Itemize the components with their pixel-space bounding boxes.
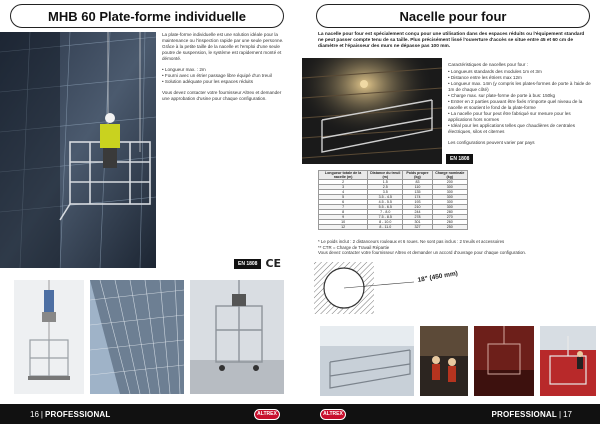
spec-header: Poids propre (kg) [403, 171, 432, 180]
spec-table-header-row [319, 171, 468, 180]
note-line: ** CTR = Charge de Travail Répartie [318, 244, 390, 250]
right-page-title: Nacelle pour four [316, 4, 590, 28]
left-professional-label: PROFESSIONAL [44, 409, 111, 419]
left-bullet-list [162, 67, 290, 85]
spec-table-cell: 12 [319, 225, 368, 230]
spec-table-cell: 300 [432, 205, 467, 210]
spec-table-cell: 3.5 - 4.5 [368, 195, 403, 200]
note-line: * Le poids inclut : 2 distanceurs rouleaux et 6 roues. Ne sont pas inclus : 2 treuils et accessoires [318, 239, 505, 244]
spec-table-cell: 300 [432, 185, 467, 190]
photo-platform-tunnel [320, 326, 414, 396]
footer-separator: | [40, 409, 43, 419]
en-1808-badge: EN 1808 [234, 259, 261, 269]
footer-separator: | [559, 409, 562, 419]
feature-item: • Charge max. sur plate-forme de porte à bus: 150kg [448, 93, 592, 99]
feature-item: • Longueurs standards des modules 1m et 3m [448, 69, 592, 75]
altrex-logo: ALTREX [254, 409, 280, 420]
right-page-number: 17 [563, 409, 572, 419]
spec-header: Longueur totale de la nacelle (m) [319, 171, 368, 180]
altrex-logo: ALTREX [320, 409, 346, 420]
spec-table-cell: 327 [403, 225, 432, 230]
spec-table-cell: 2 [319, 180, 368, 185]
spec-table-cell: 210 [403, 205, 432, 210]
spec-table-cell: 10 [319, 220, 368, 225]
right-page [300, 0, 600, 424]
spec-table-cell: 3.5 [368, 190, 403, 195]
photo-workers-furnace [420, 326, 468, 396]
right-lead-text: La nacelle pour four est spécialement conçu pour une utilisation dans des espaces réduits ou l'équipement standard ne peut passer compte tenu de sa taille. Plus précisément lissé l'ouverture d'accès se situe entre 45 et 60 cm de diamètre et l'épaisseur des murs ne dépasse pas 100 mm. [318, 32, 585, 49]
spec-table-cell: 278 [403, 215, 432, 220]
feature-item: • Entrer en 2 parties pouvant être fixés n'importe quel niveau de la nacelle et soutient le fond de la plate-forme [448, 99, 592, 111]
en-1808-badge: EN 1808 [446, 154, 473, 164]
left-certification [234, 257, 281, 270]
spec-table-cell: 193 [403, 200, 432, 205]
left-bullet-item: • Longueur max. : 2m [162, 67, 290, 73]
photo-platform-product [190, 280, 284, 394]
spec-table-cell: 3 [319, 185, 368, 190]
features-list [448, 69, 592, 135]
right-features-block [448, 62, 592, 151]
hero-photo-single-platform [0, 32, 156, 268]
feature-item: • Idéal pour les applications telles que chaudières de centrales électriques, silos et citernes [448, 123, 592, 135]
left-bullet-item: • Solution adéquate pour les espaces réduits [162, 79, 290, 85]
spec-table-cell: 8 [319, 210, 368, 215]
spec-table-cell: 135 [403, 190, 432, 195]
spec-header: Distance du treuil (m) [368, 171, 403, 180]
diagram-dimension-label: 18" (450 mm) [417, 270, 459, 284]
left-page-title: MHB 60 Plate-forme individuelle [10, 4, 284, 28]
spec-header: Charge nominale (kg) [432, 171, 467, 180]
spec-table-body [319, 180, 468, 230]
spec-table-cell: 250 [432, 225, 467, 230]
feature-item: • Longueur max. 14m (y compris les plates-formes de porte à l'aide de 1m de chaque côté) [448, 81, 592, 93]
spec-table-cell: 300 [432, 195, 467, 200]
note-line: Vous devez contacter votre fournisseur Altrex et demander un accord d'ouvrage pour chaque configuration. [318, 250, 527, 256]
right-notes [318, 239, 594, 256]
photo-building-facade [90, 280, 184, 394]
opening-diagram [314, 258, 514, 318]
spec-table-cell: 6 [319, 200, 368, 205]
spec-table-cell: 301 [403, 220, 432, 225]
config-note: Les configurations peuvent varier par pays [448, 140, 535, 145]
left-footer [0, 404, 300, 424]
spec-table-cell: 2.5 [368, 185, 403, 190]
spec-table-cell: 7.5 - 8.5 [368, 215, 403, 220]
spec-table-cell: 200 [432, 180, 467, 185]
spec-table-cell: 5 [319, 195, 368, 200]
feature-item: • Distance entre les étriers max 12m [448, 75, 592, 81]
feature-item: • La nacelle pour four peut être fabriqué sur mesure pour les applications hors normes [448, 111, 592, 123]
left-bullet-item: • Fourni avec un étrier passage libre équipé d'un treuil [162, 73, 290, 79]
spec-table-cell: 4.5 - 5.5 [368, 200, 403, 205]
photo-platform-hoist-illustration [14, 280, 84, 394]
photo-furnace-interior-illustration [302, 58, 442, 164]
spec-table-cell: 110 [403, 185, 432, 190]
features-heading: Caractéristiques de nacelles pour four : [448, 62, 528, 67]
left-contact-text: Vous devez contacter votre fournisseur Altrex et demander une approbation d'usine pour chaque configuration. [162, 90, 282, 101]
photo-platform-red-tank [540, 326, 596, 396]
spec-table-cell: 300 [432, 190, 467, 195]
spec-table-cell: 8 - 11.0 [368, 225, 403, 230]
hero-photo-illustration [0, 32, 156, 268]
spec-table [318, 170, 468, 230]
photo-furnace-interior [302, 58, 442, 164]
left-intro-block [162, 32, 290, 107]
ce-mark: CE [265, 257, 282, 270]
spec-table-cell: 174 [403, 195, 432, 200]
spec-table-row [319, 225, 468, 230]
photo-platform-red-tank-illustration [540, 326, 596, 396]
right-certification [446, 154, 473, 164]
left-page-number: 16 [30, 409, 39, 419]
spec-table-cell: 280 [432, 210, 467, 215]
spec-table-cell: 5.5 - 6.5 [368, 205, 403, 210]
right-professional-label: PROFESSIONAL [491, 409, 558, 419]
spec-table-cell: 83 [403, 180, 432, 185]
photo-workers-furnace-illustration [420, 326, 468, 396]
spec-table-cell: 8 - 10.0 [368, 220, 403, 225]
photo-building-facade-illustration [90, 280, 184, 394]
spec-table-cell: 4 [319, 190, 368, 195]
spec-table-cell: 300 [432, 200, 467, 205]
spec-table-cell: 7 [319, 205, 368, 210]
right-footer [300, 404, 600, 424]
left-intro-text: La plate-forme individuelle est une solution idéale pour la maintenance ou l'inspection rapide par une seule personne. Grâce à la petite taille de la nacelle et l'emploi d'une seule poutre de suspension, le système est rapidement monté et démonté. [162, 32, 284, 61]
spec-table-cell: 1.5 [368, 180, 403, 185]
photo-furnace-red-interior [474, 326, 534, 396]
photo-platform-tunnel-illustration [320, 326, 414, 396]
spec-table-cell: 270 [432, 215, 467, 220]
spec-table-cell: 7 - 8.0 [368, 210, 403, 215]
photo-platform-hoist [14, 280, 84, 394]
spec-table-cell: 9 [319, 215, 368, 220]
photo-furnace-red-interior-illustration [474, 326, 534, 396]
spec-table-cell: 260 [432, 220, 467, 225]
photo-platform-product-illustration [190, 280, 284, 394]
spec-table-cell: 244 [403, 210, 432, 215]
